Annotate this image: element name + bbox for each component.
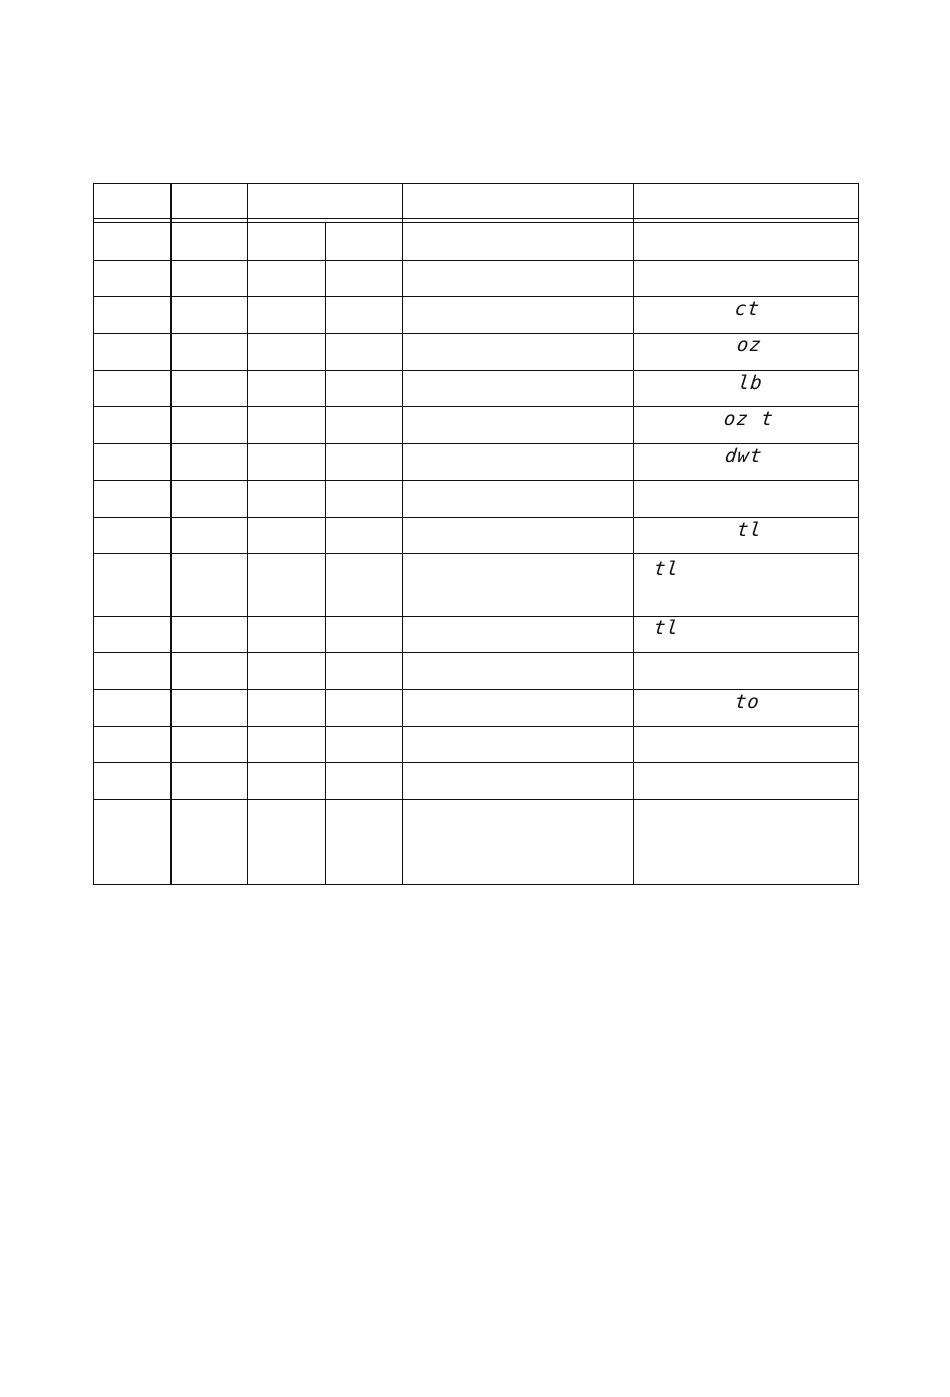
column-separator xyxy=(247,184,248,884)
column-separator xyxy=(325,222,326,884)
row-separator xyxy=(94,443,858,444)
row-separator xyxy=(94,260,858,261)
display-readout-to: to xyxy=(733,691,762,713)
display-readout-tl: tl xyxy=(652,617,681,639)
row-separator xyxy=(94,296,858,297)
row-separator xyxy=(94,480,858,481)
row-separator xyxy=(94,553,858,554)
column-separator xyxy=(402,184,403,884)
display-readout-lb: lb xyxy=(736,372,765,394)
header-rule-double xyxy=(94,222,858,223)
display-readout-tl: tl xyxy=(652,558,681,580)
row-separator xyxy=(94,370,858,371)
display-readout-oz: oz xyxy=(735,334,764,356)
header-rule xyxy=(94,218,858,219)
row-separator xyxy=(94,799,858,800)
column-separator xyxy=(633,184,634,884)
row-separator xyxy=(94,762,858,763)
display-readout-ct: ct xyxy=(733,298,762,320)
row-separator xyxy=(94,726,858,727)
row-separator xyxy=(94,616,858,617)
column-separator-bold xyxy=(170,184,172,884)
unit-table xyxy=(93,183,859,885)
display-readout-oz-t: oz t xyxy=(722,408,775,430)
row-separator xyxy=(94,689,858,690)
display-readout-tl: tl xyxy=(735,519,764,541)
row-separator xyxy=(94,652,858,653)
row-separator xyxy=(94,406,858,407)
display-readout-dwt: dwt xyxy=(723,445,764,467)
row-separator xyxy=(94,517,858,518)
